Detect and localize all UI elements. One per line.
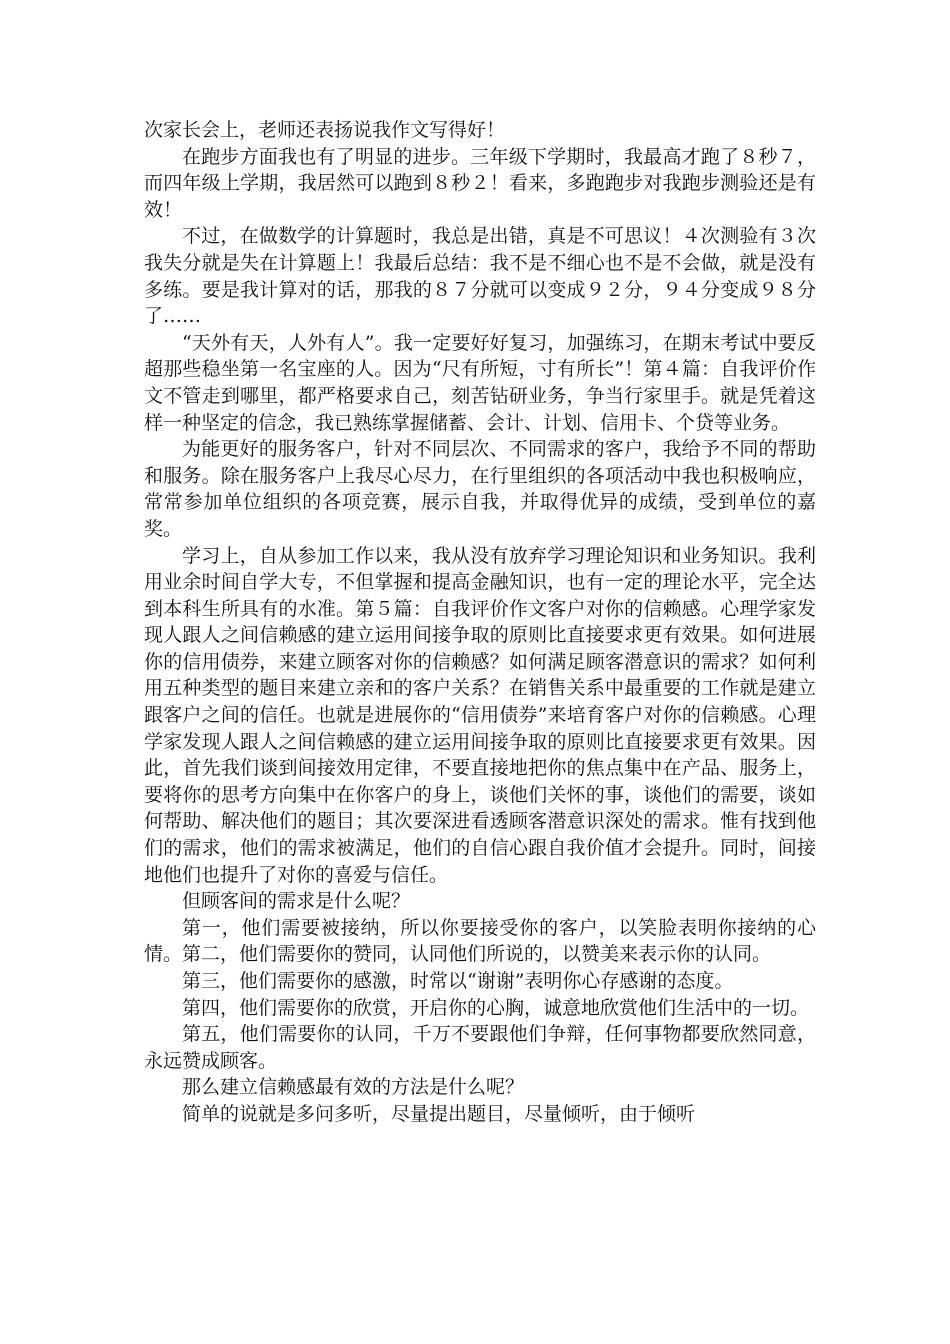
paragraph-9: 第三，他们需要你的感激，时常以“谢谢”表明你心存感谢的态度。 <box>182 970 734 992</box>
paragraph-13: 简单的说就是多问多听，尽量提出题目，尽量倾听，由于倾听 <box>182 1102 696 1125</box>
paragraph-4: “天外有天，人外有人”。我一定要好好复习，加强练习，在期末考试中要反超那些稳坐第一名宝座的人。因为“尺有所短，寸有所长”！第４篇：自我评价作文不管走到哪里，都严格要求自己，刻苦钻研业务，争当行家里手。就是凭着这样一种坚定的信念，我已熟练掌握储蓄、会计、计划、信用卡、个贷等业务。 <box>144 331 816 434</box>
paragraph-7: 但顾客间的需求是什么呢？ <box>182 890 411 913</box>
paragraph-2: 在跑步方面我也有了明显的进步。三年级下学期时，我最高才跑了８秒７，而四年级上学期，我居然可以跑到８秒２！看来，多跑跑步对我跑步测验还是有效！ <box>144 145 816 221</box>
paragraph-1: 次家长会上，老师还表扬说我作文写得好！ <box>144 119 506 141</box>
paragraph-8: 第一，他们需要被接纳，所以你要接受你的客户，以笑脸表明你接纳的心情。第二，他们需要你的赞同，认同他们所说的，以赞美来表示你的认同。 <box>144 916 816 966</box>
paragraph-12: 那么建立信赖感最有效的方法是什么呢？ <box>182 1076 525 1099</box>
paragraph-6: 学习上，自从参加工作以来，我从没有放弃学习理论知识和业务知识。我利用业余时间自学大专，不但掌握和提高金融知识，也有一定的理论水平，完全达到本科生所具有的水准。第５篇：自我评价作文客户对你的信赖感。心理学家发现人跟人之间信赖感的建立运用间接争取的原则比直接要求更有效果。如何进展你的信用债券，来建立顾客对你的信赖感？如何满足顾客潜意识的需求？如何利用五种类型的题目来建立亲和的客户关系？在销售关系中最重要的工作就是建立跟客户之间的信任。也就是进展你的“信用债券”来培育客户对你的信赖感。心理学家发现人跟人之间信赖感的建立运用间接争取的原则比直接要求更有效果。因此，首先我们谈到间接效用定律，不要直接地把你的焦点集中在产品、服务上，要将你的思考方向集中在你客户的身上，谈他们关怀的事，谈他们的需要，谈如何帮助、解决他们的题目；其次要深进看透顾客潜意识深处的需求。惟有找到他们的需求，他们的需求被满足，他们的自信心跟自我价值才会提升。同时，间接地他们也提升了对你的喜爱与信任。 <box>144 544 816 886</box>
paragraph-3: 不过，在做数学的计算题时，我总是出错，真是不可思议！４次测验有３次我失分就是失在计算题上！我最后总结：我不是不细心也不是不会做，就是没有多练。要是我计算对的话，那我的８７分就可以变成９２分，９４分变成９８分了…… <box>144 225 816 328</box>
paragraph-11: 第五，他们需要你的认同，千万不要跟他们争辩，任何事物都要欣然同意，永远赞成顾客。 <box>144 1023 816 1072</box>
paragraph-10: 第四，他们需要你的欣赏，开启你的心胸，诚意地欣赏他们生活中的一切。 <box>182 996 810 1019</box>
paragraph-5: 为能更好的服务客户，针对不同层次、不同需求的客户，我给予不同的帮助和服务。除在服务客户上我尽心尽力，在行里组织的各项活动中我也积极响应，常常参加单位组织的各项竞赛，展示自我，并取得优异的成绩，受到单位的嘉奖。 <box>144 438 816 540</box>
document-body <box>144 117 816 1128</box>
